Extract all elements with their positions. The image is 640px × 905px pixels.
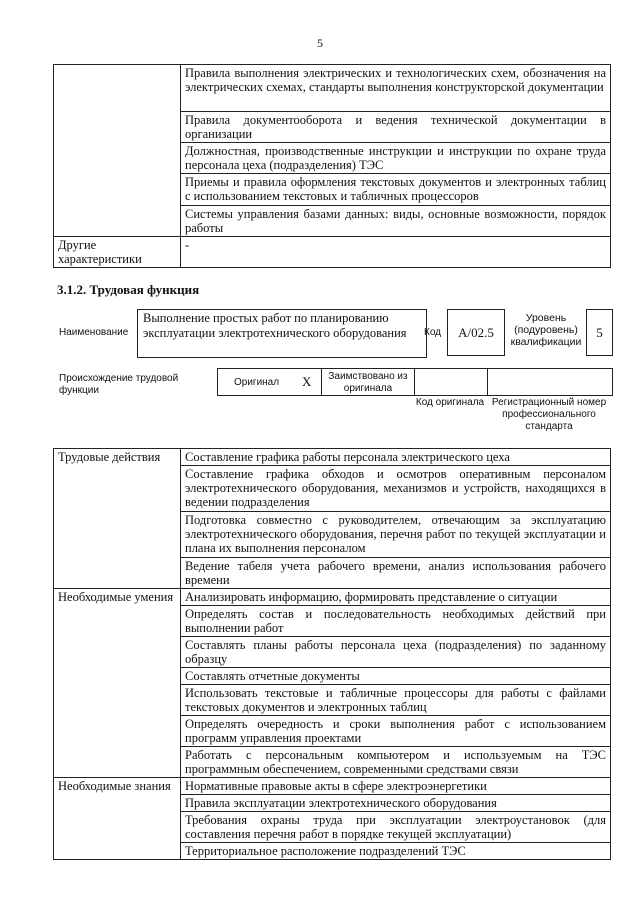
borrowed-label: Заимствовано из оригинала <box>328 371 408 394</box>
table1-item: Правила выполнения электрических и технологических схем, обозначения на электрических схемах, стандарты выполнения конструкторской документации <box>181 65 611 112</box>
section-label-skills: Необходимые умения <box>54 589 181 778</box>
section-label-knowledge: Необходимые знания <box>54 778 181 860</box>
origin-code-cell <box>414 368 488 396</box>
skill-item: Работать с персональным компьютером и используемым на ТЭС программным обеспечением, современными средствами связи <box>181 747 611 778</box>
original-label: Оригинал <box>234 377 280 388</box>
origin-original-cell <box>217 368 322 396</box>
action-item: Составление графика обходов и осмотров оперативным персоналом электротехнического оборудования, механизмов и устройств, находящихся в ведении подразделения <box>181 466 611 512</box>
origin-reg-cell <box>487 368 613 396</box>
name-value: Выполнение простых работ по планированию эксплуатации электротехнического оборудования <box>137 309 427 358</box>
table1-label-empty <box>54 65 181 237</box>
action-item: Ведение табеля учета рабочего времени, анализ использования рабочего времени <box>181 558 611 589</box>
action-item: Составление графика работы персонала электрического цеха <box>181 449 611 466</box>
reg-note: Регистрационный номер профессионального стандарта <box>491 397 607 432</box>
skill-item: Определять состав и последовательность необходимых действий при выполнении работ <box>181 606 611 637</box>
section-label-actions: Трудовые действия <box>54 449 181 589</box>
skill-item: Составлять отчетные документы <box>181 668 611 685</box>
skill-item: Определять очередность и сроки выполнения работ с использованием программ управления проектами <box>181 716 611 747</box>
table1-item: Приемы и правила оформления текстовых документов и электронных таблиц с использованием текстовых и табличных процессоров <box>181 174 611 206</box>
knowledge-item: Требования охраны труда при эксплуатации электроустановок (для составления перечня работ в порядке текущей эксплуатации) <box>181 812 611 843</box>
code-label: Код <box>424 327 442 338</box>
labor-function-table <box>53 448 611 860</box>
skill-item: Анализировать информацию, формировать представление о ситуации <box>181 589 611 606</box>
knowledge-table-continued <box>53 64 611 268</box>
knowledge-item: Нормативные правовые акты в сфере электроэнергетики <box>181 778 611 795</box>
level-value: 5 <box>586 309 613 356</box>
origin-borrowed-cell <box>321 368 415 396</box>
table1-item: - <box>181 237 611 268</box>
code-value: A/02.5 <box>447 309 505 356</box>
table1-item: Правила документооборота и ведения технической документации в организации <box>181 112 611 143</box>
page-number: 5 <box>317 36 323 50</box>
table1-item: Системы управления базами данных: виды, основные возможности, порядок работы <box>181 206 611 237</box>
action-item: Подготовка совместно с руководителем, отвечающим за эксплуатацию электротехнического оборудования, перечня работ по текущей эксплуатации и плана их выполнения персоналом <box>181 512 611 558</box>
knowledge-item: Правила эксплуатации электротехнического оборудования <box>181 795 611 812</box>
table1-label-other: Другие характеристики <box>54 237 181 268</box>
knowledge-item: Территориальное расположение подразделений ТЭС <box>181 843 611 860</box>
section-title: 3.1.2. Трудовая функция <box>57 282 200 297</box>
skill-item: Использовать текстовые и табличные процессоры для работы с файлами текстовых документов и электронных таблиц <box>181 685 611 716</box>
original-mark: X <box>302 374 312 389</box>
name-label: Наименование <box>59 327 129 338</box>
level-label: Уровень (подуровень) квалификации <box>510 312 582 348</box>
code-note: Код оригинала <box>415 397 485 408</box>
table1-item: Должностная, производственные инструкции и инструкции по охране труда персонала цеха (подразделения) ТЭС <box>181 143 611 174</box>
origin-label: Происхождение трудовой функции <box>59 373 179 396</box>
skill-item: Составлять планы работы персонала цеха (подразделения) по заданному образцу <box>181 637 611 668</box>
